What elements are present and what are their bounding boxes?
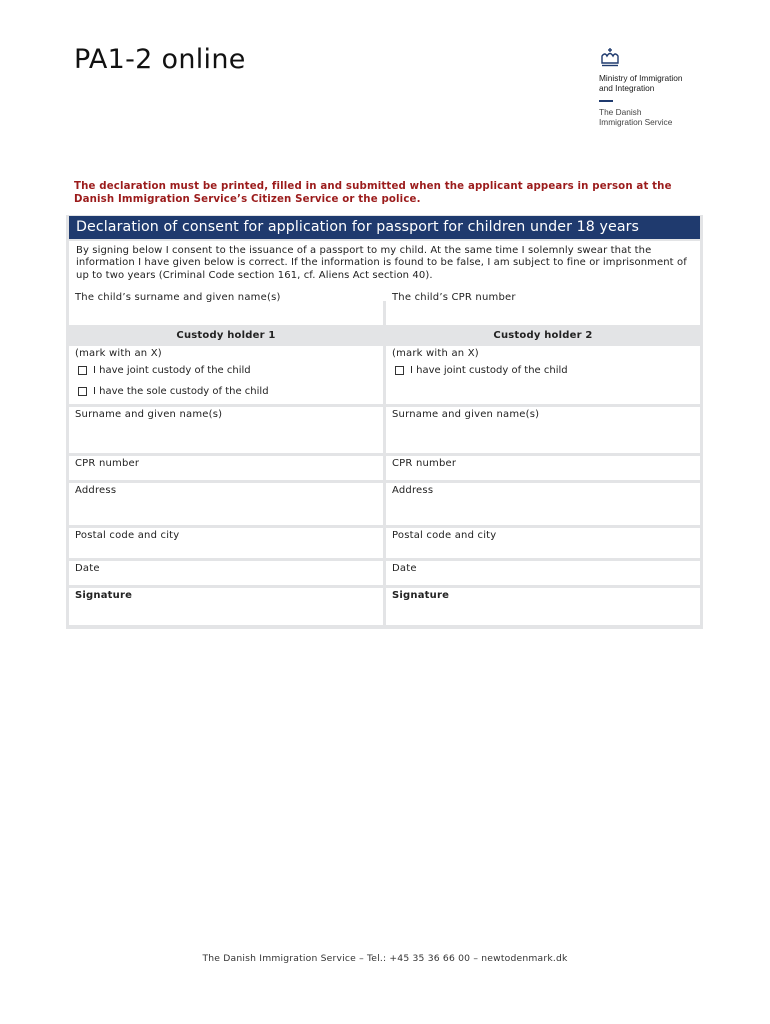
holder2-custody-type <box>386 346 700 404</box>
holder1-name-field[interactable] <box>69 407 383 453</box>
holder1-signature-label: Signature <box>75 590 133 601</box>
holder1-date-label: Date <box>75 563 100 574</box>
holder1-sole-custody-option[interactable] <box>78 386 269 397</box>
holder2-address-field[interactable] <box>386 483 700 525</box>
holder1-name-label: Surname and given name(s) <box>75 409 223 420</box>
holder2-joint-custody-checkbox[interactable] <box>395 366 404 375</box>
holder2-address-label: Address <box>392 485 434 496</box>
child-name-field[interactable] <box>69 288 383 325</box>
holder2-signature-field[interactable] <box>386 588 700 625</box>
child-cpr-field[interactable] <box>386 288 700 325</box>
consent-form <box>66 215 703 629</box>
holder2-mark-hint: (mark with an X) <box>392 348 479 359</box>
holder2-name-field[interactable] <box>386 407 700 453</box>
holder1-address-field[interactable] <box>69 483 383 525</box>
holder2-joint-custody-label: I have joint custody of the child <box>410 365 568 376</box>
logo-divider <box>599 100 613 102</box>
holder1-custody-type <box>69 346 383 404</box>
holder2-postal-label: Postal code and city <box>392 530 497 541</box>
child-cpr-label: The child’s CPR number <box>392 292 516 303</box>
custody-holder-1-heading: Custody holder 1 <box>176 330 276 341</box>
page-title: PA1-2 online <box>74 44 246 75</box>
holder2-signature-label: Signature <box>392 590 450 601</box>
holder1-postal-field[interactable] <box>69 528 383 558</box>
holder2-cpr-field[interactable] <box>386 456 700 480</box>
consent-statement: By signing below I consent to the issuance of a passport to my child. At the same time I solemnly swear that the information I have given below is correct. If the information is found to be false, I am subject to fine or imprisonment of up to two years (Criminal Code section 161, cf. Aliens Act section 40). <box>69 241 700 301</box>
holder1-mark-hint: (mark with an X) <box>75 348 162 359</box>
crown-icon <box>599 47 621 69</box>
print-notice: The declaration must be printed, filled in and submitted when the applicant appears in person at the Danish Immigration Service’s Citizen Service or the police. <box>74 181 672 205</box>
ministry-logo <box>599 47 699 127</box>
holder1-postal-label: Postal code and city <box>75 530 180 541</box>
holder2-joint-custody-option[interactable] <box>395 365 568 376</box>
holder1-joint-custody-label: I have joint custody of the child <box>93 365 251 376</box>
ministry-name: Ministry of Immigration and Integration <box>599 73 683 93</box>
service-name: The Danish Immigration Service <box>599 106 673 127</box>
holder1-joint-custody-option[interactable] <box>78 365 251 376</box>
page-footer: The Danish Immigration Service – Tel.: +45 35 36 66 00 – newtodenmark.dk <box>202 953 568 964</box>
holder1-sole-custody-checkbox[interactable] <box>78 387 87 396</box>
holder2-name-label: Surname and given name(s) <box>392 409 540 420</box>
holder1-cpr-field[interactable] <box>69 456 383 480</box>
holder2-date-field[interactable] <box>386 561 700 585</box>
holder1-address-label: Address <box>75 485 117 496</box>
form-header: Declaration of consent for application for passport for children under 18 years <box>69 216 700 239</box>
holder1-sole-custody-label: I have the sole custody of the child <box>93 386 269 397</box>
holder1-joint-custody-checkbox[interactable] <box>78 366 87 375</box>
holder2-cpr-label: CPR number <box>392 458 457 469</box>
holder1-date-field[interactable] <box>69 561 383 585</box>
child-name-label: The child’s surname and given name(s) <box>75 292 281 303</box>
custody-holder-2-heading: Custody holder 2 <box>493 330 593 341</box>
holder2-date-label: Date <box>392 563 417 574</box>
holder1-signature-field[interactable] <box>69 588 383 625</box>
holder2-postal-field[interactable] <box>386 528 700 558</box>
holder1-cpr-label: CPR number <box>75 458 140 469</box>
